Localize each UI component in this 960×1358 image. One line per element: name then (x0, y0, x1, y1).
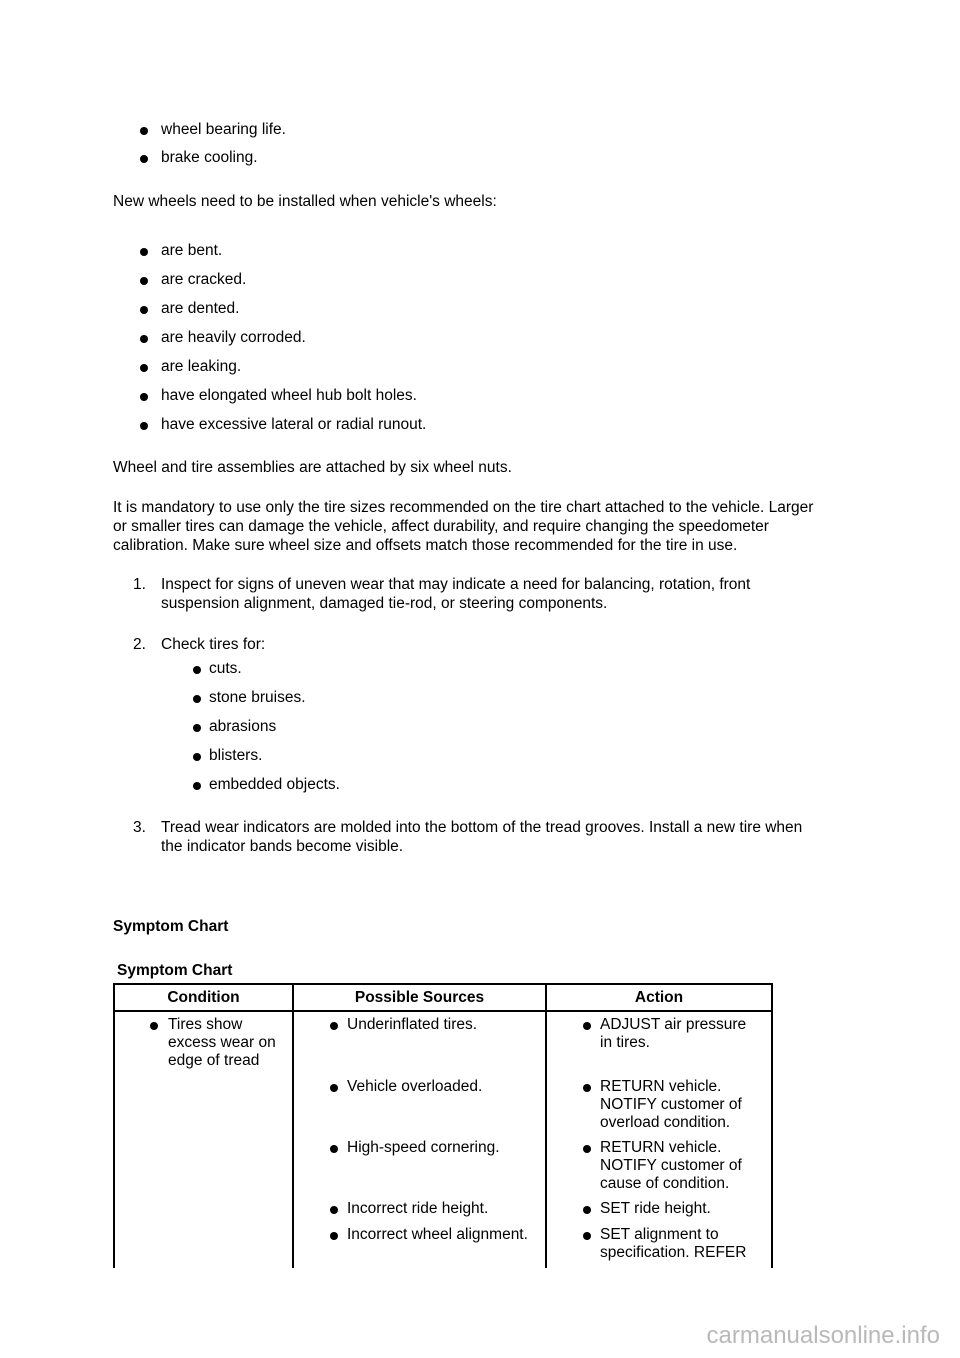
column-divider (292, 983, 294, 1268)
paragraph-line: or smaller tires can damage the vehicle, affect durability, and require changing the speedometer (113, 518, 769, 535)
step-number: 2. (133, 636, 146, 653)
list-item: wheel bearing life. (161, 121, 286, 138)
list-item: are leaking. (161, 358, 242, 375)
list-item: cuts. (209, 660, 242, 677)
bullet-icon (140, 393, 148, 401)
bullet-icon (140, 422, 148, 430)
bullet-icon (140, 306, 148, 314)
bullet-icon (193, 695, 201, 703)
column-header-condition: Condition (167, 989, 240, 1006)
step-text: Tread wear indicators are molded into the bottom of the tread grooves. Install a new tire when (161, 819, 803, 836)
source-item: Underinflated tires. (347, 1016, 478, 1033)
step-text: suspension alignment, damaged tie-rod, or steering components. (161, 595, 608, 612)
action-line: overload condition. (600, 1114, 731, 1131)
list-item: stone bruises. (209, 689, 306, 706)
watermark: carmanualsonline.info (706, 1322, 940, 1349)
action-line: RETURN vehicle. (600, 1078, 722, 1095)
step-text: the indicator bands become visible. (161, 838, 404, 855)
step-number: 1. (133, 576, 146, 593)
list-item: brake cooling. (161, 149, 258, 166)
paragraph-line: calibration. Make sure wheel size and offsets match those recommended for the tire in use. (113, 537, 738, 554)
column-header-sources: Possible Sources (354, 989, 485, 1006)
list-item: are heavily corroded. (161, 329, 306, 346)
condition-line: edge of tread (168, 1052, 260, 1069)
list-item: are dented. (161, 300, 240, 317)
list-item: embedded objects. (209, 776, 340, 793)
action-line: ADJUST air pressure (600, 1016, 747, 1033)
bullet-icon (140, 127, 148, 135)
step-text: Check tires for: (161, 636, 266, 653)
column-header-action: Action (634, 989, 684, 1006)
condition-line: excess wear on (168, 1034, 276, 1051)
source-item: Vehicle overloaded. (347, 1078, 483, 1095)
source-item: Incorrect ride height. (347, 1200, 489, 1217)
list-item: blisters. (209, 747, 263, 764)
list-item: are bent. (161, 242, 223, 259)
action-line: cause of condition. (600, 1175, 730, 1192)
table-header-divider (113, 1010, 773, 1012)
column-divider (545, 983, 547, 1268)
bullet-icon (140, 155, 148, 163)
bullet-icon (330, 1145, 338, 1153)
bullet-icon (583, 1206, 591, 1214)
wheels-intro-paragraph: New wheels need to be installed when vehicle's wheels: (113, 193, 497, 210)
section-title: Symptom Chart (113, 918, 229, 935)
source-item: High-speed cornering. (347, 1139, 500, 1156)
bullet-icon (140, 335, 148, 343)
step-number: 3. (133, 819, 146, 836)
bullet-icon (330, 1232, 338, 1240)
condition-line: Tires show (168, 1016, 243, 1033)
bullet-icon (193, 782, 201, 790)
bullet-icon (583, 1022, 591, 1030)
action-line: in tires. (600, 1034, 650, 1051)
source-item: Incorrect wheel alignment. (347, 1226, 528, 1243)
action-line: NOTIFY customer of (600, 1096, 742, 1113)
action-line: SET ride height. (600, 1200, 711, 1217)
table-left-border (113, 983, 115, 1268)
bullet-icon (583, 1145, 591, 1153)
bullet-icon (330, 1084, 338, 1092)
paragraph-line: It is mandatory to use only the tire sizes recommended on the tire chart attached to the vehicle. Larger (113, 499, 814, 516)
table-top-border (113, 983, 773, 985)
wheel-nuts-paragraph: Wheel and tire assemblies are attached by six wheel nuts. (113, 459, 512, 476)
action-line: NOTIFY customer of (600, 1157, 742, 1174)
bullet-icon (193, 753, 201, 761)
bullet-icon (330, 1206, 338, 1214)
bullet-icon (140, 364, 148, 372)
list-item: are cracked. (161, 271, 247, 288)
step-text: Inspect for signs of uneven wear that may indicate a need for balancing, rotation, front (161, 576, 751, 593)
table-caption: Symptom Chart (117, 962, 233, 979)
bullet-icon (583, 1084, 591, 1092)
table-right-border (771, 983, 773, 1268)
bullet-icon (330, 1022, 338, 1030)
list-item: have elongated wheel hub bolt holes. (161, 387, 417, 404)
list-item: have excessive lateral or radial runout. (161, 416, 427, 433)
action-line: specification. REFER (600, 1244, 747, 1261)
list-item: abrasions (209, 718, 277, 735)
action-line: SET alignment to (600, 1226, 719, 1243)
bullet-icon (583, 1232, 591, 1240)
action-line: RETURN vehicle. (600, 1139, 722, 1156)
bullet-icon (140, 277, 148, 285)
bullet-icon (193, 724, 201, 732)
bullet-icon (193, 666, 201, 674)
bullet-icon (150, 1022, 158, 1030)
bullet-icon (140, 248, 148, 256)
